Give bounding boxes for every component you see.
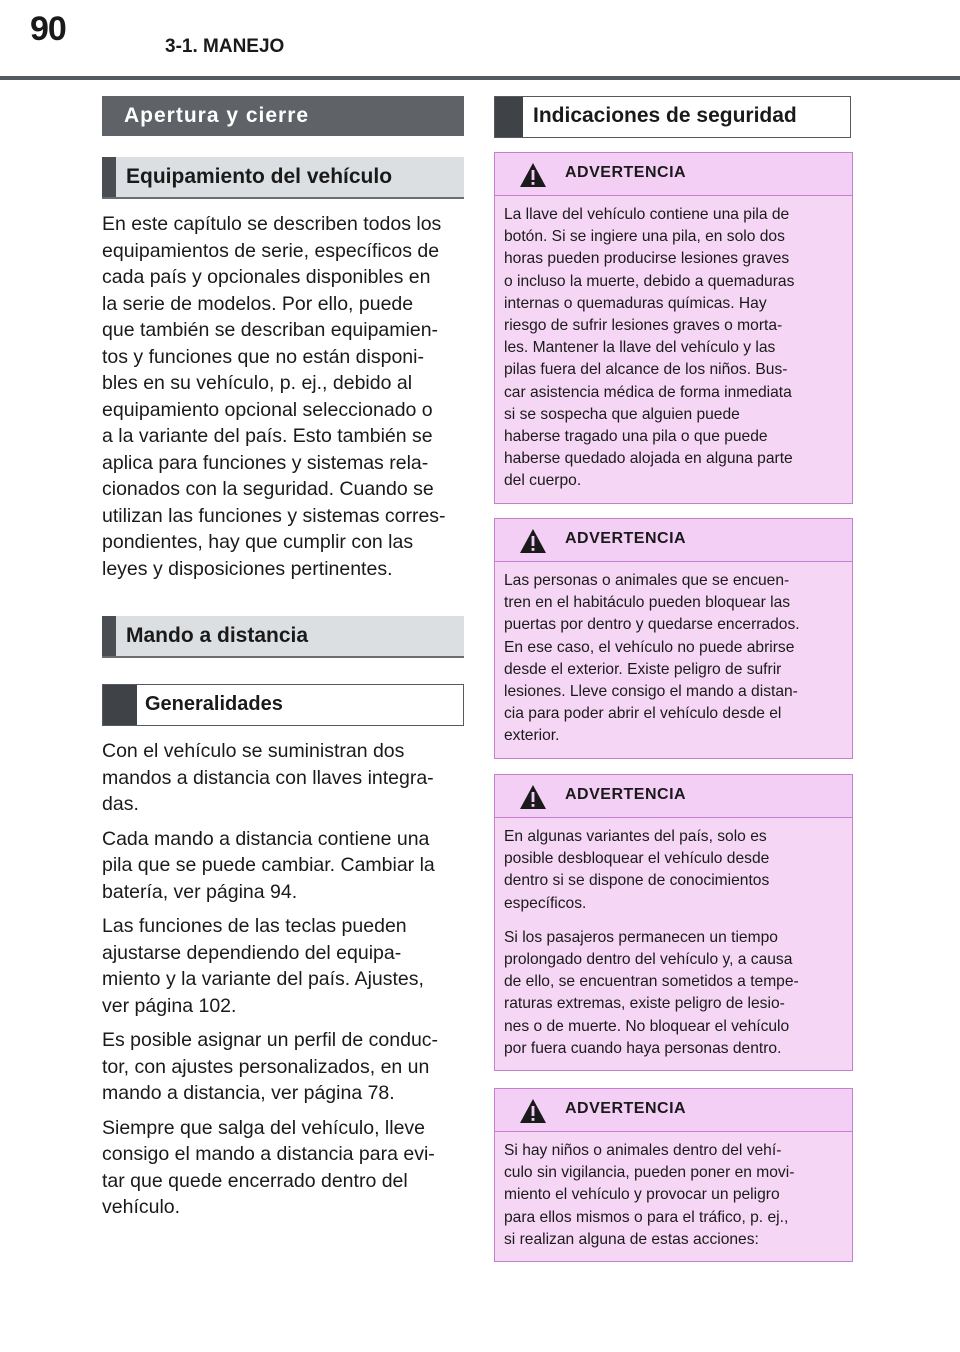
text-line: Es posible asignar un perfil de conduc- bbox=[102, 1029, 439, 1051]
section-banner-mando bbox=[102, 616, 464, 658]
banner-bar bbox=[102, 616, 116, 656]
text-line: aplica para funciones y sistemas rela- bbox=[102, 451, 429, 474]
warning-paragraph bbox=[504, 1140, 842, 1251]
warning-box bbox=[494, 518, 853, 759]
text-line: botón. Si se ingiere una pila, en solo dos bbox=[504, 228, 785, 246]
text-line: internas o quemaduras químicas. Hay bbox=[504, 294, 767, 312]
text-line: tar que quede encerrado dentro del bbox=[102, 1169, 408, 1192]
text-line: pilas fuera del alcance de los niños. Bus- bbox=[504, 361, 788, 379]
text-line: equipamiento opcional seleccionado o bbox=[102, 398, 433, 421]
text-line: les. Mantener la llave del vehículo y las bbox=[504, 339, 776, 357]
text-line: la serie de modelos. Por ello, puede bbox=[102, 292, 414, 315]
warning-header bbox=[495, 519, 852, 562]
warning-paragraph bbox=[504, 570, 842, 748]
text-line: horas pueden producirse lesiones graves bbox=[504, 250, 790, 268]
warning-body bbox=[495, 1132, 852, 1261]
text-line: Las funciones de las teclas pueden bbox=[102, 915, 407, 937]
section-banner-seguridad bbox=[494, 96, 851, 138]
paragraph bbox=[102, 826, 464, 906]
section-title: Mando a distancia bbox=[126, 624, 309, 647]
paragraph bbox=[102, 1027, 464, 1107]
text-line: si realizan alguna de estas acciones: bbox=[504, 1230, 759, 1248]
section-title: Equipamiento del vehículo bbox=[126, 165, 393, 188]
text-line: exterior. bbox=[504, 727, 560, 745]
paragraph bbox=[102, 738, 464, 818]
text-line: haberse tragado una pila o que puede bbox=[504, 428, 768, 446]
warning-box bbox=[494, 774, 853, 1071]
page-number: 90 bbox=[30, 10, 66, 48]
text-line: de ello, se encuentran sometidos a tempe- bbox=[504, 973, 799, 991]
banner-bar bbox=[495, 97, 523, 137]
text-line: cia para poder abrir el vehículo desde el bbox=[504, 705, 782, 723]
text-line: vehículo. bbox=[102, 1196, 181, 1218]
text-line: nes o de muerte. No bloquear el vehículo bbox=[504, 1017, 790, 1035]
text-line: haberse quedado alojada en alguna parte bbox=[504, 450, 793, 468]
section-title: Indicaciones de seguridad bbox=[533, 104, 797, 127]
text-line: raturas extremas, existe peligro de lesio- bbox=[504, 995, 785, 1013]
text-line: miento el vehículo y provocar un peligro bbox=[504, 1186, 780, 1204]
text-line: leyes y disposiciones pertinentes. bbox=[102, 557, 393, 580]
warning-title: ADVERTENCIA bbox=[565, 786, 687, 803]
right-column bbox=[494, 96, 851, 1248]
warning-body bbox=[495, 818, 852, 1070]
paragraphs-generalidades bbox=[102, 738, 464, 1221]
text-line: si se sospecha que alguien puede bbox=[504, 405, 740, 423]
text-line: car asistencia médica de forma inmediata bbox=[504, 383, 792, 401]
text-line: a la variante del país. Esto también se bbox=[102, 425, 433, 447]
text-line: desde el exterior. Existe peligro de sufrir bbox=[504, 660, 782, 678]
warning-header bbox=[495, 153, 852, 196]
warning-box bbox=[494, 1088, 853, 1262]
text-line: bles en su vehículo, p. ej., debido al bbox=[102, 372, 413, 394]
paragraph-equipamiento bbox=[102, 211, 464, 582]
text-line: Con el vehículo se suministran dos bbox=[102, 740, 405, 762]
warning-triangle-icon bbox=[519, 528, 547, 554]
text-line: prolongado dentro del vehículo y, a causa bbox=[504, 951, 793, 969]
text-line: que también se describan equipamien- bbox=[102, 319, 439, 341]
text-line: Las personas o animales que se encuen- bbox=[504, 572, 790, 589]
text-line: consigo el mando a distancia para evi- bbox=[102, 1143, 435, 1165]
banner-bar bbox=[103, 685, 137, 725]
left-column bbox=[102, 96, 464, 1221]
text-line: ajustarse dependiendo del equipa- bbox=[102, 941, 402, 964]
text-line: ver página 102. bbox=[102, 994, 237, 1017]
text-line: En este capítulo se describen todos los bbox=[102, 213, 442, 235]
text-line: Siempre que salga del vehículo, lleve bbox=[102, 1116, 426, 1139]
text-line: culo sin vigilancia, pueden poner en movi- bbox=[504, 1164, 795, 1182]
text-line: del cuerpo. bbox=[504, 472, 582, 490]
text-line: específicos. bbox=[504, 894, 587, 912]
text-line: dentro si se dispone de conocimientos bbox=[504, 872, 770, 890]
text-line: riesgo de sufrir lesiones graves o morta- bbox=[504, 317, 783, 335]
warning-title: ADVERTENCIA bbox=[565, 1100, 687, 1117]
subsection-banner-generalidades bbox=[102, 684, 464, 726]
warning-title: ADVERTENCIA bbox=[565, 530, 687, 547]
text-line: puertas por dentro y quedarse encerrados. bbox=[504, 616, 800, 634]
warning-paragraph bbox=[504, 826, 842, 915]
text-line: tren en el habitáculo pueden bloquear las bbox=[504, 594, 791, 612]
text-line: por fuera cuando haya personas dentro. bbox=[504, 1039, 782, 1057]
paragraph bbox=[102, 1115, 464, 1221]
text-line: pondientes, hay que cumplir con las bbox=[102, 531, 414, 553]
warning-header bbox=[495, 1089, 852, 1132]
section-banner-equipamiento bbox=[102, 157, 464, 199]
text-line: posible desbloquear el vehículo desde bbox=[504, 850, 770, 868]
header-rule bbox=[0, 76, 960, 80]
warning-triangle-icon bbox=[519, 1098, 547, 1124]
text-line: cada país y opcionales disponibles en bbox=[102, 266, 431, 288]
text-line: para ellos mismos o para el tráfico, p. ej., bbox=[504, 1208, 789, 1226]
text-line: cionados con la seguridad. Cuando se bbox=[102, 478, 434, 500]
warning-header bbox=[495, 775, 852, 818]
section-label: 3-1. MANEJO bbox=[165, 36, 285, 57]
text-line: mandos a distancia con llaves integra- bbox=[102, 766, 434, 789]
text-line: mando a distancia, ver página 78. bbox=[102, 1082, 395, 1104]
text-line: das. bbox=[102, 793, 139, 815]
paragraph bbox=[102, 913, 464, 1019]
warning-paragraph bbox=[504, 204, 842, 493]
text-line: miento y la variante del país. Ajustes, bbox=[102, 968, 424, 990]
text-line: tor, con ajustes personalizados, en un bbox=[102, 1055, 430, 1078]
text-line: o incluso la muerte, debido a quemaduras bbox=[504, 272, 795, 290]
text-line: Si los pasajeros permanecen un tiempo bbox=[504, 928, 778, 946]
warning-paragraph bbox=[504, 927, 842, 1060]
warning-box bbox=[494, 152, 853, 504]
warning-triangle-icon bbox=[519, 784, 547, 810]
chapter-banner: Apertura y cierre bbox=[102, 96, 464, 136]
warning-body bbox=[495, 562, 852, 758]
text-line: En algunas variantes del país, solo es bbox=[504, 828, 767, 845]
text-line: utilizan las funciones y sistemas corres- bbox=[102, 504, 446, 527]
text-line: tos y funciones que no están disponi- bbox=[102, 345, 424, 368]
text-line: lesiones. Lleve consigo el mando a distan- bbox=[504, 683, 798, 701]
warning-title: ADVERTENCIA bbox=[565, 164, 687, 181]
warning-body bbox=[495, 196, 852, 503]
text-line: En ese caso, el vehículo no puede abrirse bbox=[504, 638, 795, 656]
warning-triangle-icon bbox=[519, 162, 547, 188]
text-line: equipamientos de serie, específicos de bbox=[102, 239, 440, 262]
text-line: La llave del vehículo contiene una pila de bbox=[504, 206, 790, 223]
subsection-title: Generalidades bbox=[145, 693, 283, 715]
text-line: batería, ver página 94. bbox=[102, 880, 298, 903]
page-header bbox=[0, 0, 960, 80]
text-line: Cada mando a distancia contiene una bbox=[102, 827, 430, 850]
text-line: Si hay niños o animales dentro del vehí- bbox=[504, 1142, 782, 1159]
text-line: pila que se puede cambiar. Cambiar la bbox=[102, 854, 435, 876]
banner-bar bbox=[102, 157, 116, 197]
